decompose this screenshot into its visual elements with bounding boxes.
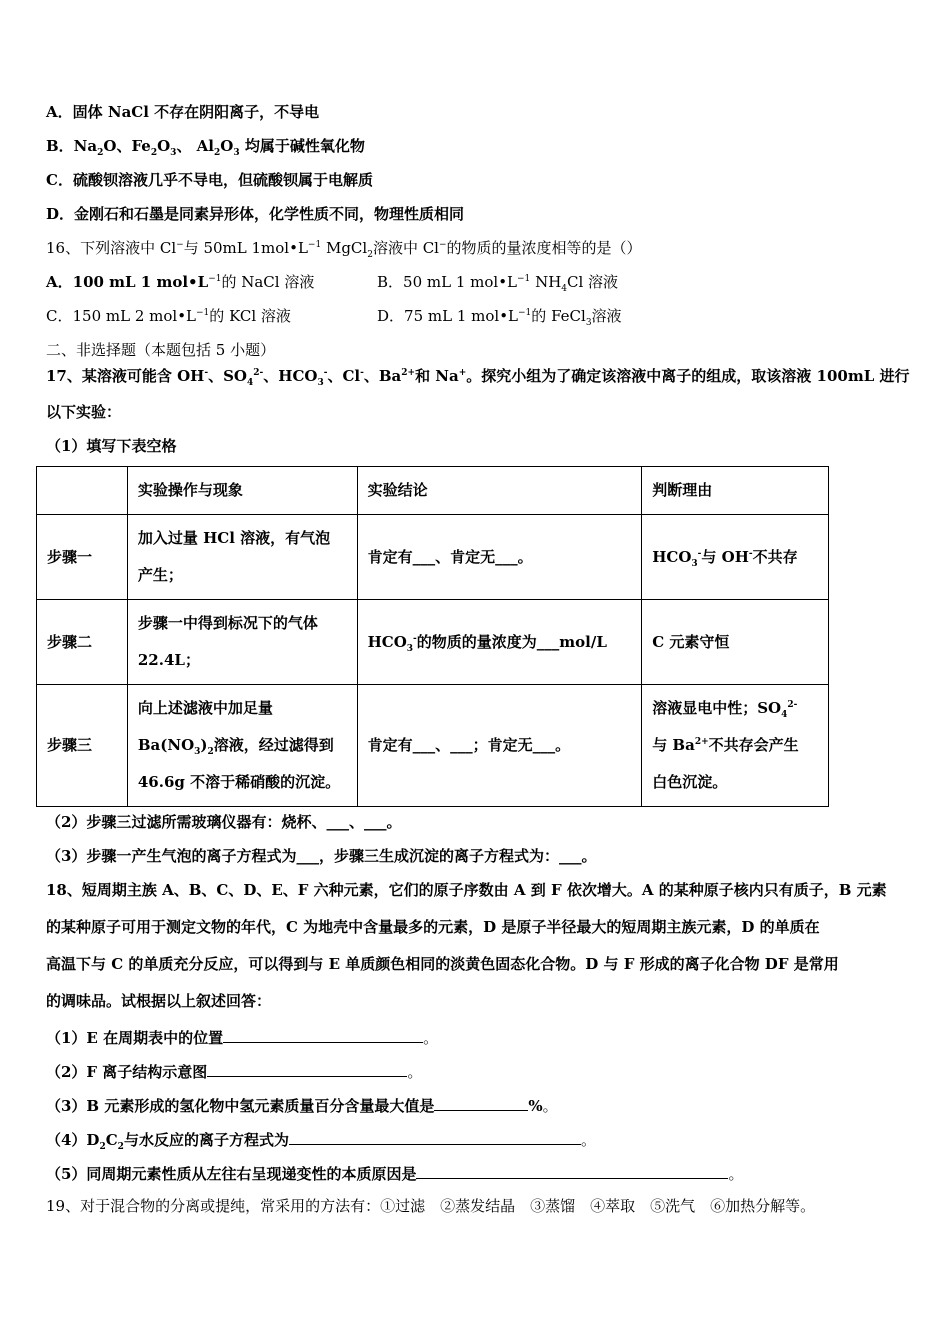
table-header-cell — [37, 467, 128, 515]
step-label: 步骤三 — [37, 685, 128, 807]
q16-option-c: C．150 mL 2 $mol•L^{-1}$的 KCl 溶液 — [46, 307, 291, 325]
table-header-cell: 判断理由 — [642, 467, 829, 515]
q17-part3: （3）步骤一产生气泡的离子方程式为___，步骤三生成沉淀的离子方程式为：___。 — [46, 847, 597, 865]
table-header-row — [37, 467, 829, 515]
step-operation: 步骤一中得到标况下的气体 22.4L； — [127, 600, 357, 685]
q17-stem-line2: 以下实验： — [46, 403, 122, 421]
q18-part3: （3）B 元素形成的氢化物中氢元素质量百分含量最大值是 %。 — [46, 1094, 558, 1116]
q16-option-b: B．50 mL 1 $mol•L^{-1}$ $NH_4Cl$ 溶液 — [377, 273, 619, 294]
step-label: 步骤二 — [37, 600, 128, 685]
q18-stem-line4: 的调味品。试根据以上叙述回答： — [46, 992, 272, 1010]
q17-part1: （1）填写下表空格 — [46, 437, 177, 455]
step-conclusion: 肯定有___、___；肯定无___。 — [357, 685, 642, 807]
q16-option-a: A．100 mL 1 $mol•L^{-1}$的 NaCl 溶液 — [46, 273, 315, 291]
step-conclusion: 肯定有___、肯定无___。 — [357, 515, 642, 600]
table-row — [37, 600, 829, 685]
q18-part1: （1）E 在周期表中的位置 。 — [46, 1026, 438, 1048]
q19-stem: 19、对于混合物的分离或提纯，常采用的方法有：①过滤 ②蒸发结晶 ③蒸馏 ④萃取 ⑤洗气 ⑥加热分解等。 — [46, 1197, 816, 1215]
q18-part5: （5）同周期元素性质从左往右呈现递变性的本质原因是 。 — [46, 1162, 743, 1184]
q18-part2: （2）F 离子结构示意图 。 — [46, 1060, 422, 1082]
step-reason: C 元素守恒 — [642, 600, 829, 685]
q16-option-d: D．75 mL 1 $mol•L^{-1}$的 FeCl$_3$溶液 — [377, 307, 622, 328]
step-reason: 溶液显电中性；$SO_4^{2-}$ 与 $Ba^{2+}$不共存会产生 白色沉淀。 — [642, 685, 829, 807]
section-heading: 二、非选择题（本题包括 5 小题） — [46, 341, 276, 359]
q15-option-a: A．固体 NaCl 不存在阴阳离子，不导电 — [46, 103, 320, 121]
q18-stem-line1: 18、短周期主族 A、B、C、D、E、F 六种元素，它们的原子序数由 A 到 F 依次增大。A 的某种原子核内只有质子，B 元素 — [46, 881, 887, 899]
step-conclusion: $HCO_3^-$的物质的量浓度为___mol/L — [357, 600, 642, 685]
step-reason: $HCO_3^-$与 OH-不共存 — [642, 515, 829, 600]
table-header-cell: 实验结论 — [357, 467, 642, 515]
q18-stem-line2: 的某种原子可用于测定文物的年代，C 为地壳中含量最多的元素，D 是原子半径最大的短周期主族元素，D 的单质在 — [46, 918, 820, 936]
q18-stem-line3: 高温下与 C 的单质充分反应，可以得到与 E 单质颜色相同的淡黄色固态化合物。D 与 F 形成的离子化合物 DF 是常用 — [46, 955, 839, 973]
q18-part4: $(4)D_2C_2$与水反应的离子方程式为 。 — [46, 1128, 596, 1150]
step-label: 步骤一 — [37, 515, 128, 600]
q15-option-c: C．硫酸钡溶液几乎不导电，但硫酸钡属于电解质 — [46, 171, 373, 189]
step-operation: 向上述滤液中加足量 $Ba(NO_3)_2$溶液，经过滤得到 46.6g 不溶于稀硝酸的沉淀。 — [127, 685, 357, 807]
q16-stem: 16、下列溶液中 Cl−与 50mL $1mol•L^{-1}$ MgCl$_2$溶液中 Cl−的物质的量浓度相等的是（） — [46, 239, 642, 260]
q17-stem-line1: 17、某溶液可能含 OH-、$SO_4^{2-}$、$HCO_3^-$、Cl-、$Ba^{2+}$和 Na+。探究小组为了确定该溶液中离子的组成，取该溶液 100mL 进行 — [46, 367, 910, 388]
q15-option-d: D．金刚石和石墨是同素异形体，化学性质不同，物理性质相同 — [46, 205, 465, 223]
step-operation: 加入过量 HCl 溶液，有气泡 产生； — [127, 515, 357, 600]
q15-option-b: B．$Na_2O$、$Fe_2O_3$、 $Al_2O_3$ 均属于碱性氧化物 — [46, 137, 365, 158]
table-row — [37, 515, 829, 600]
table-header-cell: 实验操作与现象 — [127, 467, 357, 515]
table-row — [37, 685, 829, 807]
q17-part2: （2）步骤三过滤所需玻璃仪器有：烧杯、___、___。 — [46, 813, 402, 831]
experiment-table — [36, 466, 829, 807]
